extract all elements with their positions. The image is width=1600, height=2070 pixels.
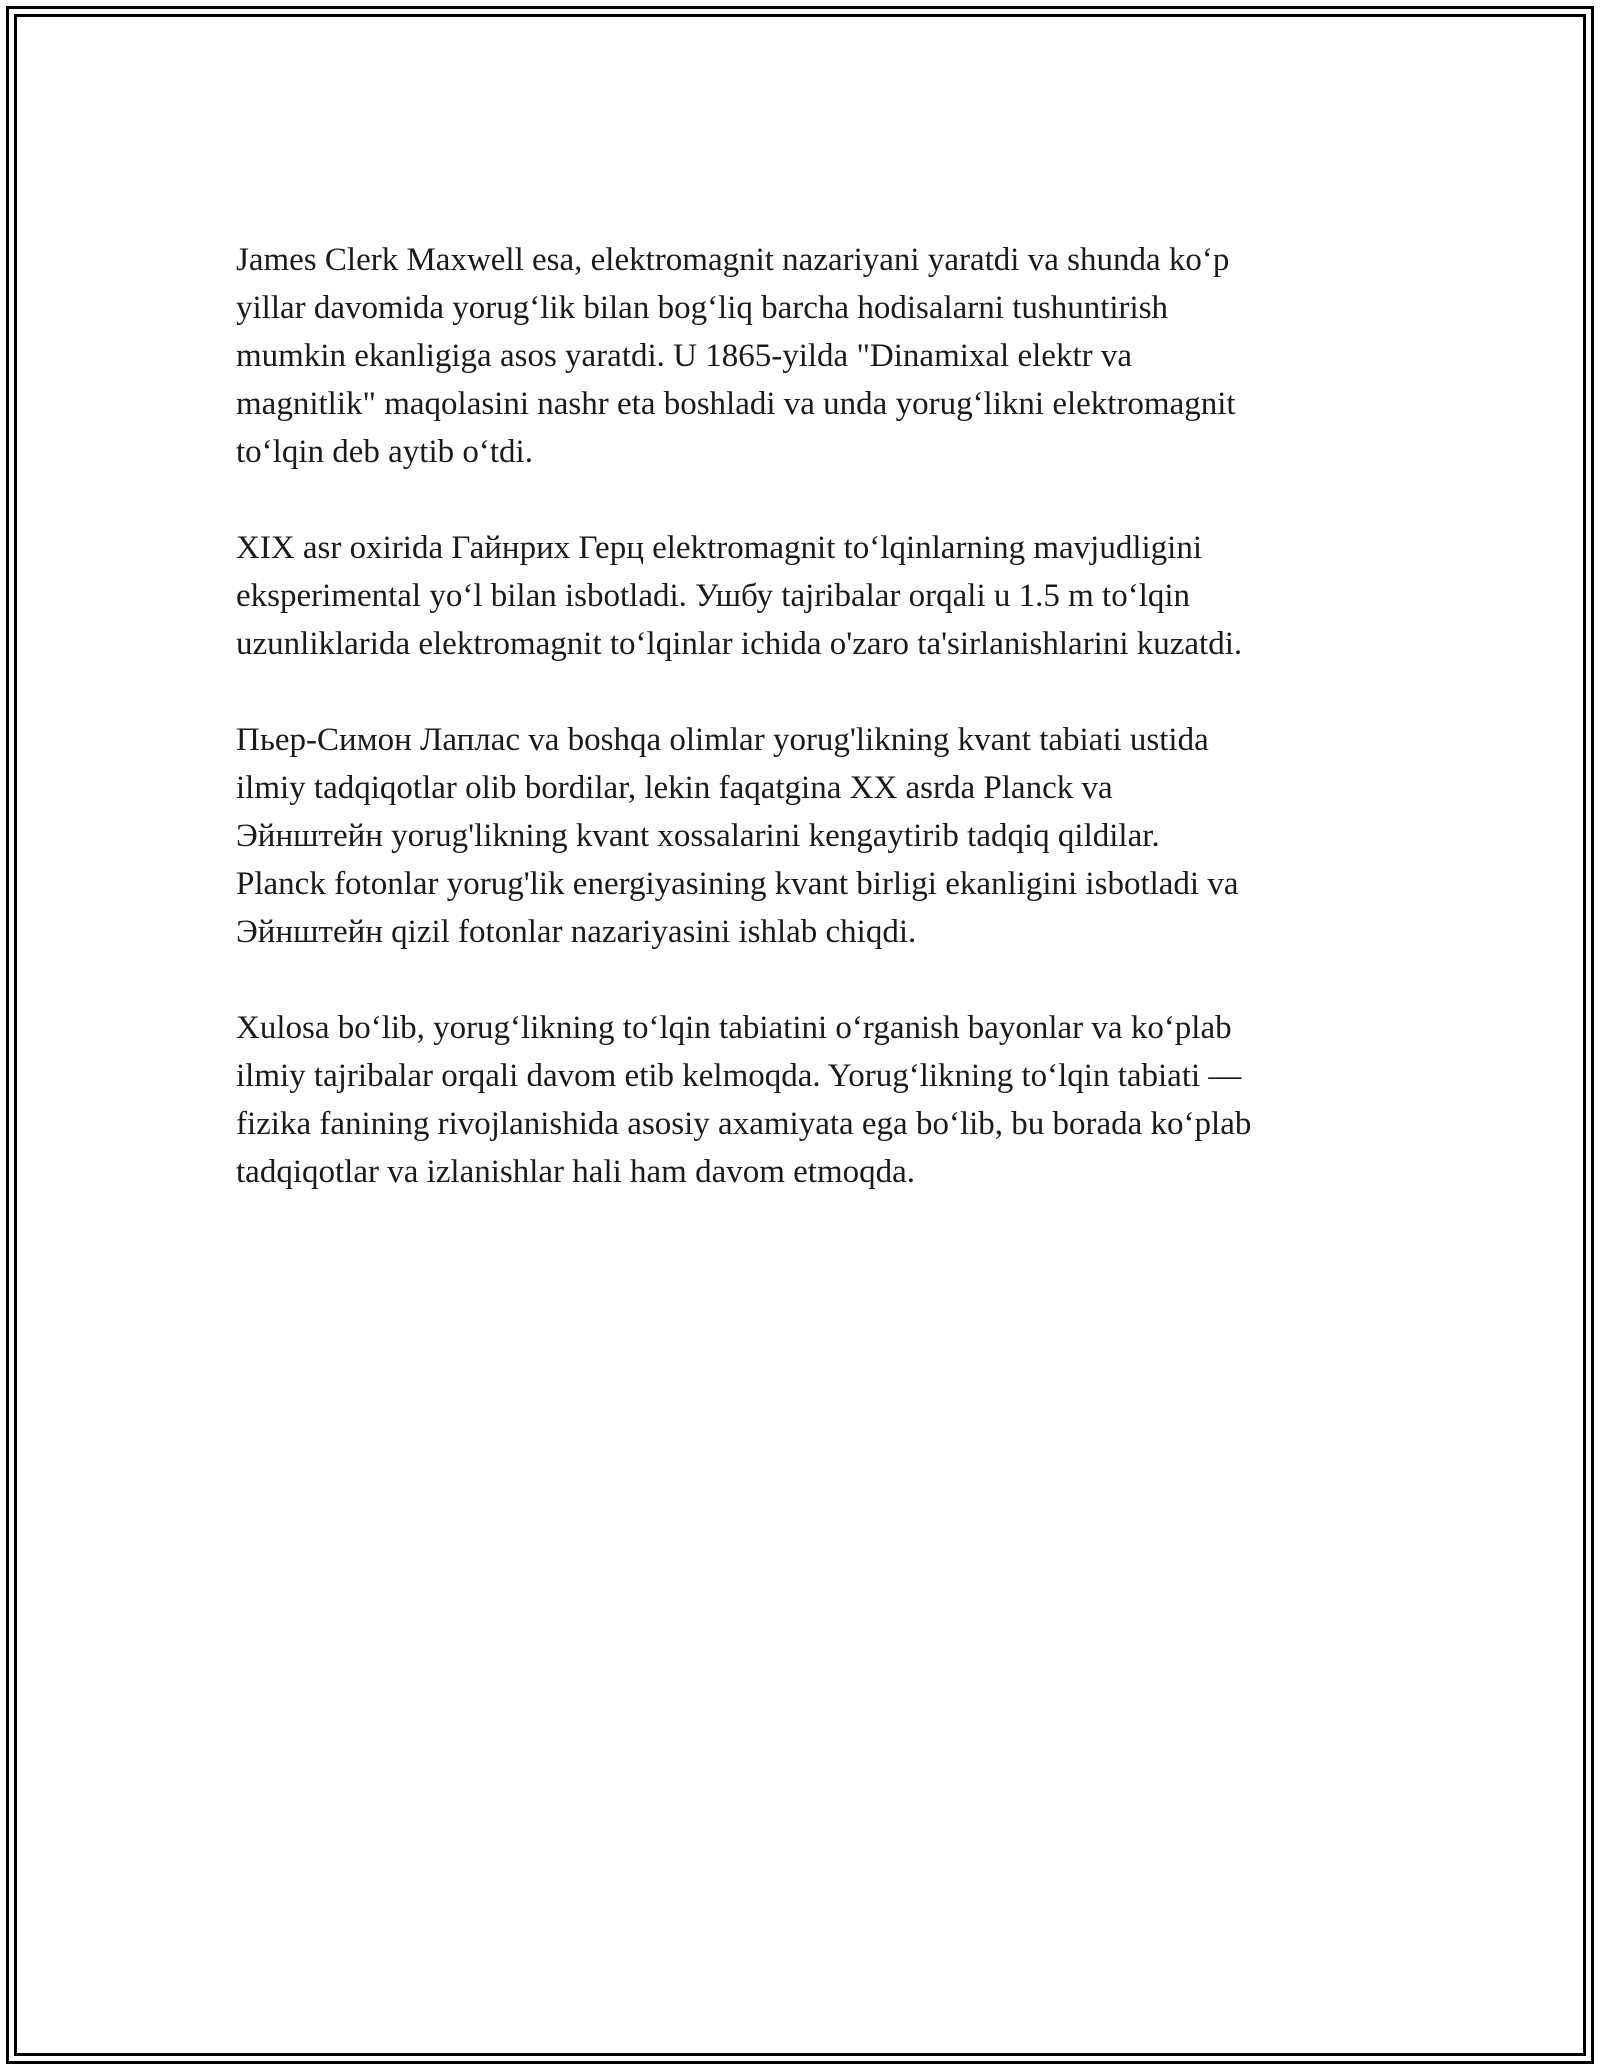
paragraph-laplace-planck (236, 716, 1376, 956)
paragraph-hertz (236, 524, 1376, 668)
text-line: James Clerk Maxwell esa, elektromagnit nazariyani yaratdi va shunda ko‘p (236, 242, 1230, 278)
text-line: XIX asr oxirida Гайнрих Герц elektromagnit to‘lqinlarning mavjudligini (236, 530, 1203, 566)
paragraph-maxwell (236, 236, 1376, 476)
text-line: ilmiy tadqiqotlar olib bordilar, lekin faqatgina XX asrda Planck va (236, 770, 1113, 806)
text-line: magnitlik" maqolasini nashr eta boshladi va unda yorug‘likni elektromagnit (236, 386, 1236, 422)
text-line: yillar davomida yorug‘lik bilan bog‘liq barcha hodisalarni tushuntirish (236, 290, 1169, 326)
text-line: Xulosa bo‘lib, yorug‘likning to‘lqin tabiatini o‘rganish bayonlar va ko‘plab (236, 1010, 1232, 1046)
text-line: to‘lqin deb aytib o‘tdi. (236, 434, 533, 470)
text-line: uzunliklarida elektromagnit to‘lqinlar ichida o'zaro ta'sirlanishlarini kuzatdi. (236, 626, 1243, 662)
text-line: ilmiy tajribalar orqali davom etib kelmoqda. Yorug‘likning to‘lqin tabiati — (236, 1058, 1242, 1094)
text-line: fizika fanining rivojlanishida asosiy axamiyata ega bo‘lib, bu borada ko‘plab (236, 1106, 1252, 1142)
text-line: Planck fotonlar yorug'lik energiyasining kvant birligi ekanligini isbotladi va (236, 866, 1239, 902)
text-line: eksperimental yo‘l bilan isbotladi. Ушбу tajribalar orqali u 1.5 m to‘lqin (236, 578, 1191, 614)
paragraph-conclusion (236, 1004, 1376, 1196)
text-line: tadqiqotlar va izlanishlar hali ham davom etmoqda. (236, 1154, 916, 1190)
text-line: Эйнштейн qizil fotonlar nazariyasini ishlab chiqdi. (236, 914, 917, 950)
text-line: mumkin ekanligiga asos yaratdi. U 1865-yilda "Dinamixal elektr va (236, 338, 1132, 374)
document-body (236, 236, 1376, 1244)
text-line: Пьер-Симон Лаплас va boshqa olimlar yorug'likning kvant tabiati ustida (236, 722, 1209, 758)
text-line: Эйнштейн yorug'likning kvant xossalarini kengaytirib tadqiq qildilar. (236, 818, 1160, 854)
